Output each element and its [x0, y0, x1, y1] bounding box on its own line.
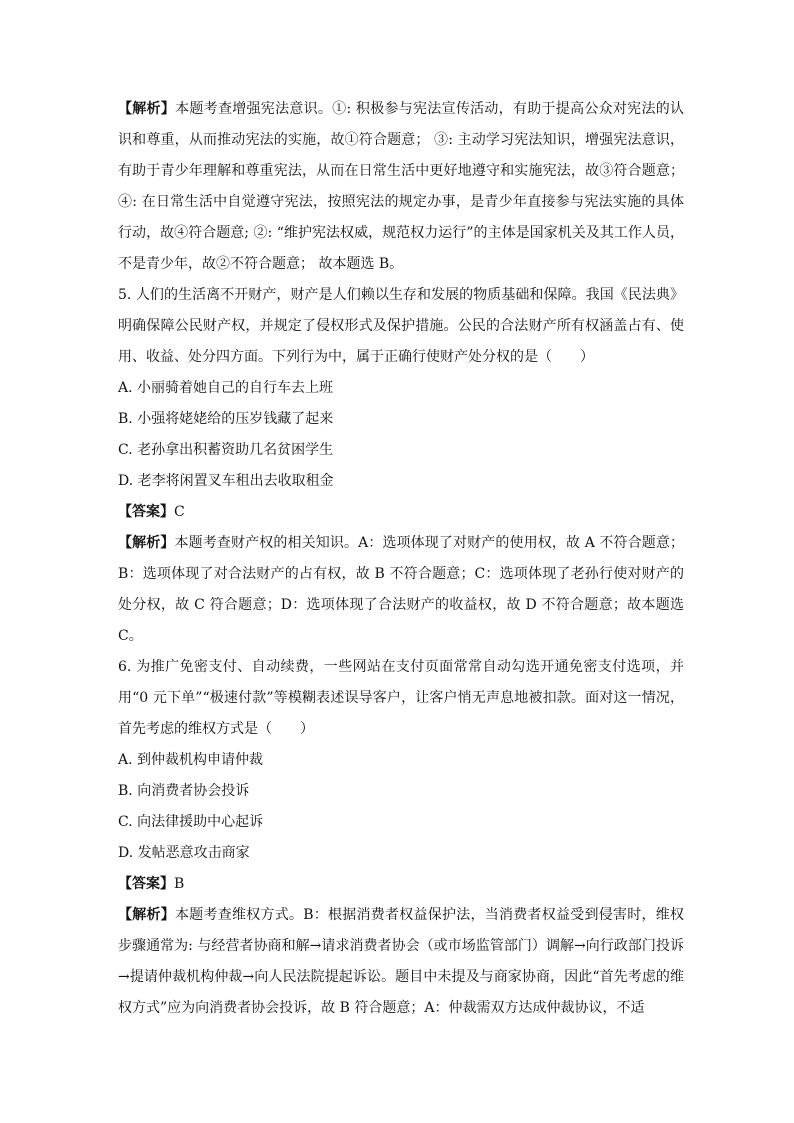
question-6-option-d: D. 发帖恶意攻击商家 [118, 845, 250, 861]
question-6-option-a: A. 到仲裁机构申请仲裁 [118, 752, 264, 768]
document-content [118, 94, 684, 1024]
question-6-analysis [118, 900, 684, 1024]
question-6-option-c: C. 向法律援助中心起诉 [118, 814, 264, 830]
question-5-answer [118, 497, 684, 528]
question-5-option-c: C. 老孙拿出积蓄资助几名贫困学生 [118, 442, 334, 458]
analysis-tag: 【解析】 [118, 101, 176, 117]
analysis-text: 本题考查增强宪法意识。①: 积极参与宪法宣传活动，有助于提高公众对宪法的认识和尊重，从而推动宪法的实施，故①符合题意； ③: 主动学习宪法知识，增强宪法意识，有助于青少年理解和尊重宪法，从而在日常生活中更好地遵守和实施宪法，故③符合题意；④: 在日常生活中自觉遵守宪法，按照宪法的规定办事，是青少年直接参与宪法实施的具体行动，故④符合题意; ②: “维护宪法权威，规范权力运行”的主体是国家机关及其工作人员，不是青少年，故②不符合题意； 故本题选 B。 [118, 101, 685, 272]
analysis-paragraph-q4 [118, 94, 684, 280]
question-5-analysis [118, 528, 684, 652]
analysis-tag: 【解析】 [118, 535, 175, 551]
question-5-option-d: D. 老李将闲置叉车租出去收取租金 [118, 473, 334, 489]
question-6-answer [118, 869, 684, 900]
answer-tag: 【答案】 [118, 876, 174, 892]
question-6-option-b: B. 向消费者协会投诉 [118, 783, 250, 799]
analysis-tag: 【解析】 [118, 907, 175, 923]
answer-value: B [174, 876, 185, 892]
question-5-stem: 5. 人们的生活离不开财产，财产是人们赖以生存和发展的物质基础和保障。我国《民法典》明确保障公民财产权，并规定了侵权形式及保护措施。公民的合法财产所有权涵盖占有、使用、收益、处分四方面。下列行为中，属于正确行使财产处分权的是（ ） [118, 287, 684, 365]
question-6-stem: 6. 为推广免密支付、自动续费，一些网站在支付页面常常自动勾选开通免密支付选项，并用“0 元下单”“极速付款”等模糊表述误导客户，让客户悄无声息地被扣款。面对这一情况，首先考虑的维权方式是（ ） [118, 659, 684, 737]
question-5-option-b: B. 小强将姥姥给的压岁钱藏了起来 [118, 411, 334, 427]
answer-value: C [174, 504, 185, 520]
answer-tag: 【答案】 [118, 504, 174, 520]
analysis-text: 本题考查财产权的相关知识。A：选项体现了对财产的使用权，故 A 不符合题意；B：选项体现了对合法财产的占有权，故 B 不符合题意；C：选项体现了老孙行使对财产的处分权，故 C 符合题意；D：选项体现了合法财产的收益权，故 D 不符合题意；故本题选 C。 [118, 535, 685, 644]
question-5-option-a: A. 小丽骑着她自己的自行车去上班 [118, 380, 334, 396]
analysis-text: 本题考查维权方式。B：根据消费者权益保护法，当消费者权益受到侵害时，维权步骤通常为: 与经营者协商和解→请求消费者协会（或市场监管部门）调解→向行政部门投诉→提请仲裁机构仲裁→向人民法院提起诉讼。题目中未提及与商家协商，因此“首先考虑的维权方式”应为向消费者协会投诉，故 B 符合题意；A：仲裁需双方达成仲裁协议，不适 [118, 907, 684, 1016]
